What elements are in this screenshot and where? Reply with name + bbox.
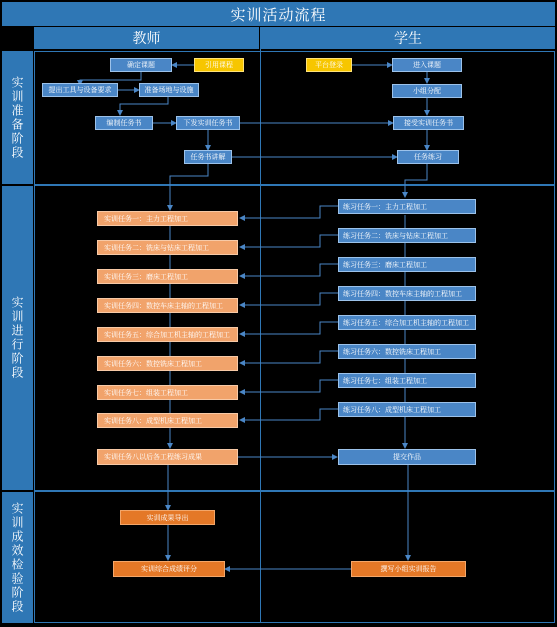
node-teacher-prepare: 确定课题 [110,58,172,72]
node-student-group: 小组分配 [392,84,462,98]
node-student-enter: 进入课题 [392,58,462,72]
wire-cross-7 [240,380,338,392]
lane-divider [259,27,261,623]
node-teacher-room: 准备场地与设施 [139,83,199,97]
node-teacher-task: 编制任务书 [95,116,153,130]
node-student-step-7: 练习任务七：组装工程加工 [338,373,476,388]
phase-frame-eval [34,491,555,623]
node-teacher-step-8: 实训任务八：成型机床工程加工 [97,413,238,428]
node-teacher-export: 实训成果导出 [120,510,215,525]
diagram-title: 实训活动流程 [2,2,555,26]
node-student-step-5: 练习任务五：综合加工机主轴的工程加工 [338,315,476,330]
phase-label-prep: 实训准备阶段 [2,51,33,184]
wire-cross-3 [240,264,338,276]
wire-cross-1 [240,206,338,218]
node-student-platform: 平台登录 [306,58,352,72]
node-student-practice: 任务练习 [397,150,459,164]
node-teacher-step-1: 实训任务一：主力工程加工 [97,211,238,226]
node-student-receive: 接受实训任务书 [393,116,464,130]
node-teacher-step-4: 实训任务四：数控车床主轴的工程加工 [97,298,238,313]
node-teacher-final: 实训任务八以后各工程练习成果 [97,449,238,465]
column-header-student: 学生 [261,27,555,49]
wire-room-task [120,97,168,115]
wire-group-run [170,164,208,210]
node-student-step-1: 练习任务一：主力工程加工 [338,199,476,214]
node-student-final: 提交作品 [338,449,476,465]
node-teacher-group: 任务书讲解 [184,150,232,164]
node-teacher-step-7: 实训任务七：组装工程加工 [97,385,238,400]
node-student-step-3: 练习任务三：磨床工程加工 [338,257,476,272]
wire-cross-4 [240,293,338,305]
node-teacher-step-3: 实训任务三：磨床工程加工 [97,269,238,284]
phase-label-eval: 实训成效检验阶段 [2,492,33,623]
node-student-step-2: 练习任务二：铣床与钻床工程加工 [338,228,476,243]
node-student-step-6: 练习任务六：数控铣床工程加工 [338,344,476,359]
wire-cross-6 [240,351,338,363]
node-student-step-8: 练习任务八：成型机床工程加工 [338,402,476,417]
wire-practice-run [405,164,427,197]
wire-cross-5 [240,322,338,334]
column-header-teacher: 教师 [34,27,259,49]
node-student-report: 撰写小组实训报告 [351,561,466,577]
phase-label-run: 实训进行阶段 [2,186,33,490]
node-teacher-issue: 下发实训任务书 [176,116,240,130]
node-teacher-grade: 实训综合成绩评分 [113,561,225,577]
wire-cross-2 [240,235,338,247]
node-teacher-req: 提出工具与设备要求 [42,83,118,97]
node-teacher-tool: 引用课程 [194,58,244,72]
node-teacher-step-5: 实训任务五：综合加工机主轴的工程加工 [97,327,238,342]
wire-cross-8 [240,409,338,420]
node-teacher-step-6: 实训任务六：数控铣床工程加工 [97,356,238,371]
node-teacher-step-2: 实训任务二：铣床与钻床工程加工 [97,240,238,255]
node-student-step-4: 练习任务四：数控车床主轴的工程加工 [338,286,476,301]
